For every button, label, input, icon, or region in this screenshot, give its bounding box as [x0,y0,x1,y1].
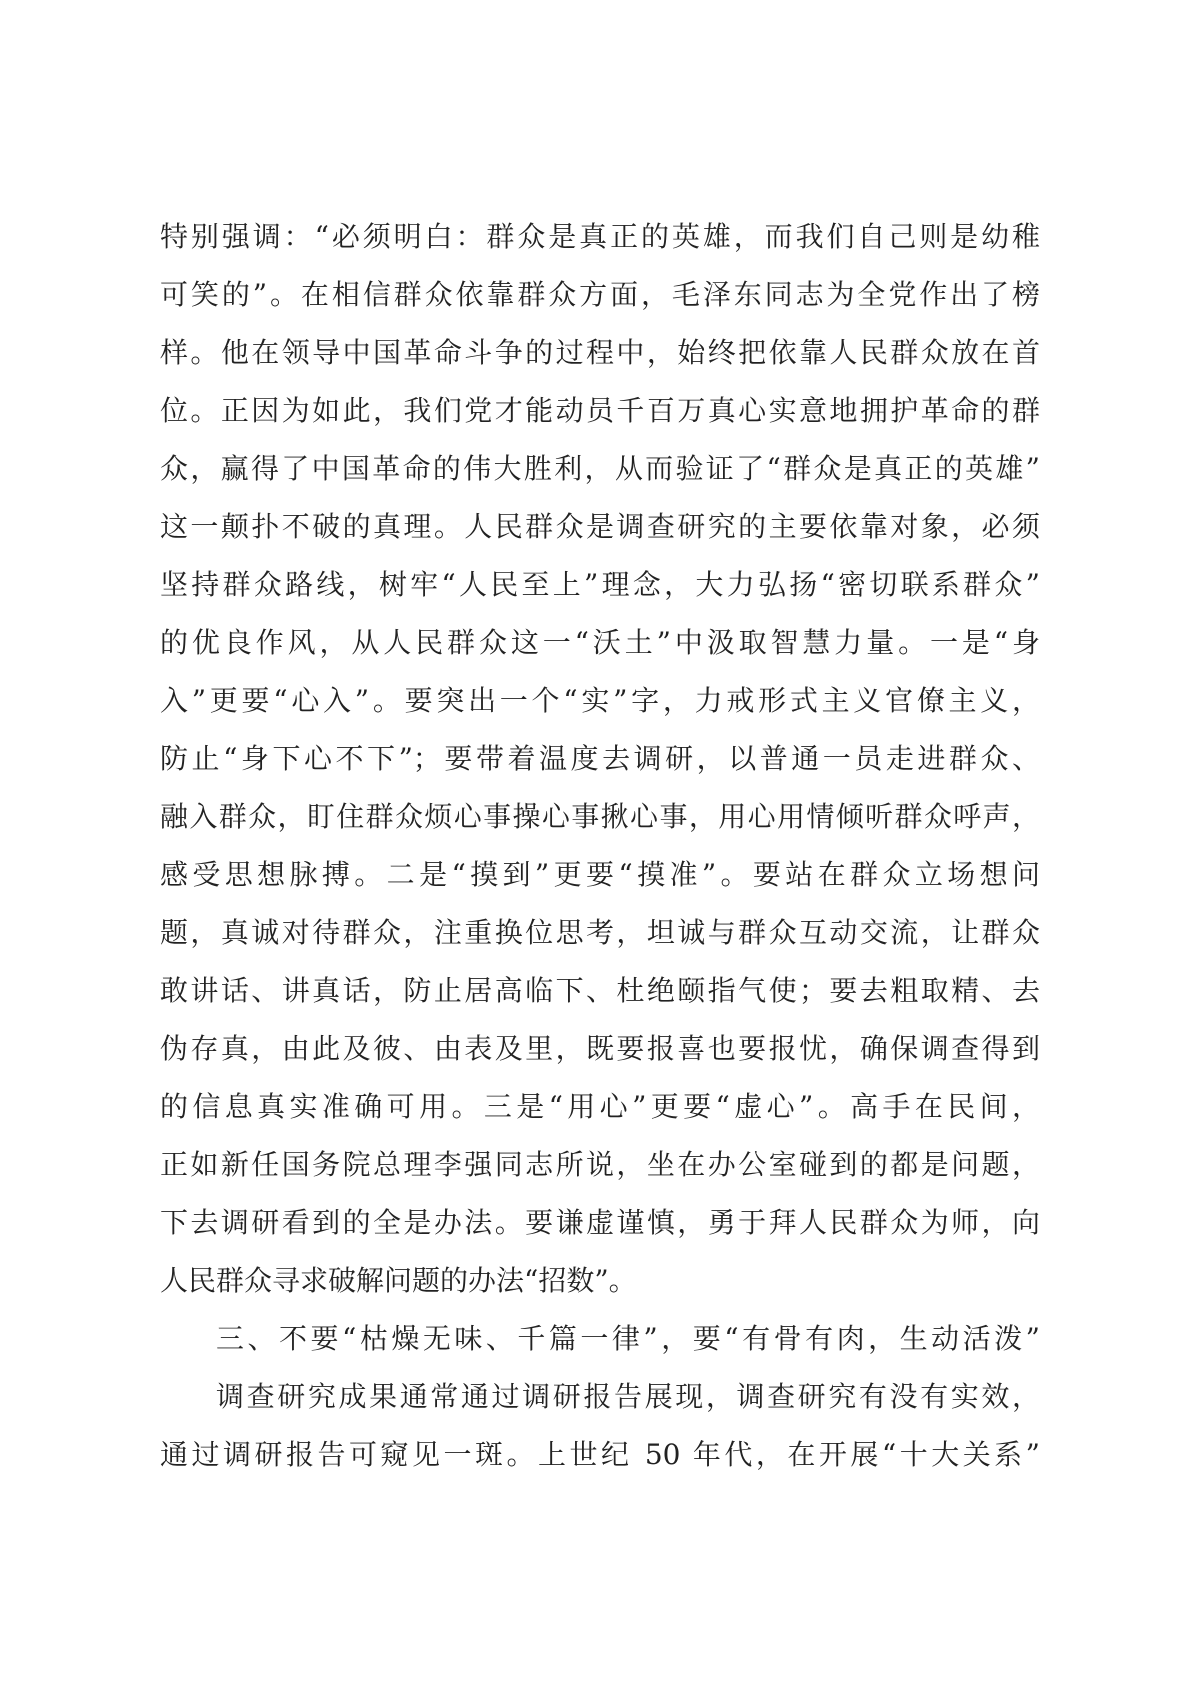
paragraph-line: 特别强调：“必须明白：群众是真正的英雄，而我们自己则是幼稚 [160,220,1040,253]
paragraph-line: 坚持群众路线，树牢“人民至上”理念，大力弘扬“密切联系群众” [160,568,1040,601]
paragraph-line: 入”更要“心入”。要突出一个“实”字，力戒形式主义官僚主义， [160,684,1040,717]
paragraph-line: 人民群众寻求破解问题的办法“招数”。 [160,1264,637,1297]
paragraph-line: 伪存真，由此及彼、由表及里，既要报喜也要报忧，确保调查得到 [160,1032,1040,1065]
section-heading: 三、不要“枯燥无味、千篇一律”，要“有骨有肉，生动活泼” [216,1322,1040,1355]
paragraph-line: 样。他在领导中国革命斗争的过程中，始终把依靠人民群众放在首 [160,336,1040,369]
paragraph-line: 融入群众，盯住群众烦心事操心事揪心事，用心用情倾听群众呼声， [160,800,1040,833]
paragraph-line: 这一颠扑不破的真理。人民群众是调查研究的主要依靠对象，必须 [160,510,1040,543]
paragraph-line: 感受思想脉搏。二是“摸到”更要“摸准”。要站在群众立场想问 [160,858,1040,891]
paragraph-line: 下去调研看到的全是办法。要谦虚谨慎，勇于拜人民群众为师，向 [160,1206,1040,1239]
paragraph-line: 众，赢得了中国革命的伟大胜利，从而验证了“群众是真正的英雄” [160,452,1040,485]
paragraph-line: 可笑的”。在相信群众依靠群众方面，毛泽东同志为全党作出了榜 [160,278,1040,311]
paragraph-line: 位。正因为如此，我们党才能动员千百万真心实意地拥护革命的群 [160,394,1040,427]
paragraph-line: 正如新任国务院总理李强同志所说，坐在办公室碰到的都是问题， [160,1148,1040,1181]
paragraph-line: 调查研究成果通常通过调研报告展现，调查研究有没有实效， [216,1380,1040,1413]
paragraph-1 [160,208,1040,1310]
document-body [160,208,1040,1484]
paragraph-line: 防止“身下心不下”；要带着温度去调研，以普通一员走进群众、 [160,742,1040,775]
paragraph-line: 的信息真实准确可用。三是“用心”更要“虚心”。高手在民间， [160,1090,1040,1123]
paragraph-line: 题，真诚对待群众，注重换位思考，坦诚与群众互动交流，让群众 [160,916,1040,949]
paragraph-line: 的优良作风，从人民群众这一“沃土”中汲取智慧力量。一是“身 [160,626,1040,659]
paragraph-2 [160,1368,1040,1484]
paragraph-line: 通过调研报告可窥见一斑。上世纪 50 年代，在开展“十大关系” [160,1438,1040,1471]
paragraph-line: 敢讲话、讲真话，防止居高临下、杜绝颐指气使；要去粗取精、去 [160,974,1040,1007]
